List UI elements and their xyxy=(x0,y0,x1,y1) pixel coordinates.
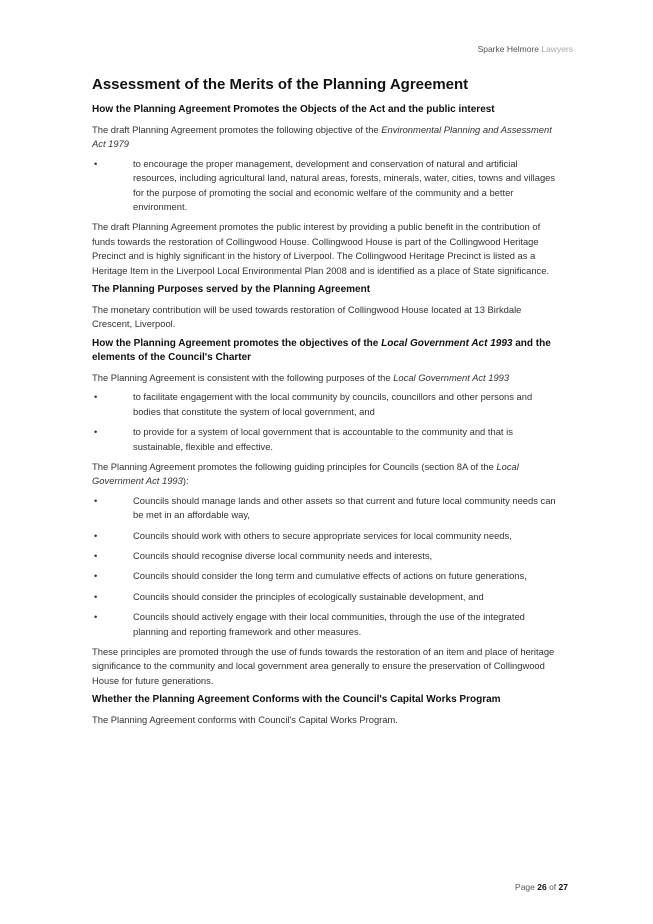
lga-intro-text: The Planning Agreement is consistent with the following purposes of the xyxy=(92,371,394,383)
act-title-lga: Local Government Act 1993 xyxy=(381,337,513,349)
section-heading-capital-works: Whether the Planning Agreement Conforms with the Council's Capital Works Program xyxy=(92,694,501,706)
section-heading-lga xyxy=(92,337,558,365)
bullet-mark: • xyxy=(94,611,98,623)
bullet-mark: • xyxy=(94,529,98,541)
bullet-text: Councils should manage lands and other assets so that current and future local community needs can be met in an affordable way, xyxy=(133,494,556,521)
bullet-text: Councils should consider the principles of ecologically sustainable development, and xyxy=(133,590,484,602)
list-item xyxy=(92,610,558,639)
firm-header xyxy=(478,44,573,54)
capital-works-paragraph: The Planning Agreement conforms with Council's Capital Works Program. xyxy=(92,714,398,726)
objects-intro-text: The draft Planning Agreement promotes the following objective of the xyxy=(92,124,382,135)
list-item xyxy=(92,494,558,523)
bullet-mark: • xyxy=(94,426,98,438)
document-body xyxy=(92,76,558,733)
firm-name-suffix: Lawyers xyxy=(538,44,573,54)
bullet-mark: • xyxy=(94,494,98,506)
bullet-mark: • xyxy=(94,391,98,403)
list-item xyxy=(92,529,558,543)
list-item xyxy=(92,569,558,583)
page-title: Assessment of the Merits of the Planning Agreement xyxy=(92,76,469,93)
list-item xyxy=(92,425,558,454)
bullet-mark: • xyxy=(94,590,98,602)
list-item xyxy=(92,390,558,419)
bullet-text: Councils should consider the long term and cumulative effects of actions on future generations, xyxy=(133,570,527,582)
act-title-lga-section: Local Government Act 1993 xyxy=(92,460,519,487)
current-page: 26 xyxy=(537,882,547,892)
bullet-mark: • xyxy=(94,570,98,582)
firm-name: Sparke Helmore xyxy=(477,44,539,54)
purposes-paragraph: The monetary contribution will be used towards restoration of Collingwood House located at 13 Birkdale Crescent, Liverpool. xyxy=(92,304,522,330)
principles-summary-paragraph: These principles are promoted through the use of funds towards the restoration of an item and place of heritage significance to the community and local government area generally to ensure the preservation of Collingwood House for future generations. xyxy=(92,645,555,686)
list-item xyxy=(92,157,558,215)
public-interest-paragraph: The draft Planning Agreement promotes the public interest by providing a public benefit in the contribution of funds towards the restoration of Collingwood House. Collingwood House is part of the Collingwood Heritage Precinct and is highly significant in the history of Liverpool. The Collingwood Heritage Precinct is listed as a Heritage Item in the Liverpool Local Environmental Plan 2008 and is identified as a place of State significance. xyxy=(92,221,550,276)
bullet-mark: • xyxy=(94,157,98,169)
lga-intro xyxy=(92,371,558,385)
lga-heading-text: How the Planning Agreement promotes the objectives of the xyxy=(92,337,382,349)
bullet-text: to encourage the proper management, development and conservation of natural and artificial resources, including agricultural land, natural areas, forests, minerals, water, cities, towns and villages for the purpose of promoting the social and economic welfare of the community and a better environment. xyxy=(133,157,556,213)
bullet-text: Councils should recognise diverse local community needs and interests, xyxy=(133,549,433,561)
page-label: Page xyxy=(515,882,538,892)
page-of-label: of xyxy=(546,882,559,892)
page-number xyxy=(515,882,568,892)
act-title-lga-ref: Local Government Act 1993 xyxy=(393,371,510,383)
principles-intro-tail: ): xyxy=(182,475,189,487)
objects-intro xyxy=(92,123,558,152)
principles-intro-text: The Planning Agreement promotes the following guiding principles for Councils (section 8A of the xyxy=(92,460,497,472)
bullet-text: to facilitate engagement with the local community by councils, councillors and other persons and bodies that constitute the system of local government, and xyxy=(133,391,533,417)
total-pages: 27 xyxy=(558,882,568,892)
act-title-epa: Environmental Planning and Assessment Act 1979 xyxy=(92,124,552,150)
guiding-principles-intro xyxy=(92,460,558,489)
bullet-text: to provide for a system of local government that is accountable to the community and that is sustainable, flexible and effective. xyxy=(133,426,513,452)
list-item xyxy=(92,590,558,604)
lga-heading-tail: and the elements of the Council's Charter xyxy=(92,337,551,363)
section-heading-objects: How the Planning Agreement Promotes the Objects of the Act and the public interest xyxy=(92,104,495,115)
list-item xyxy=(92,549,558,563)
bullet-text: Councils should work with others to secure appropriate services for local community needs, xyxy=(133,529,512,541)
section-heading-purposes: The Planning Purposes served by the Planning Agreement xyxy=(92,284,371,296)
bullet-text: Councils should actively engage with their local communities, through the use of the integrated planning and reporting framework and other measures. xyxy=(133,611,525,637)
bullet-mark: • xyxy=(94,549,98,561)
